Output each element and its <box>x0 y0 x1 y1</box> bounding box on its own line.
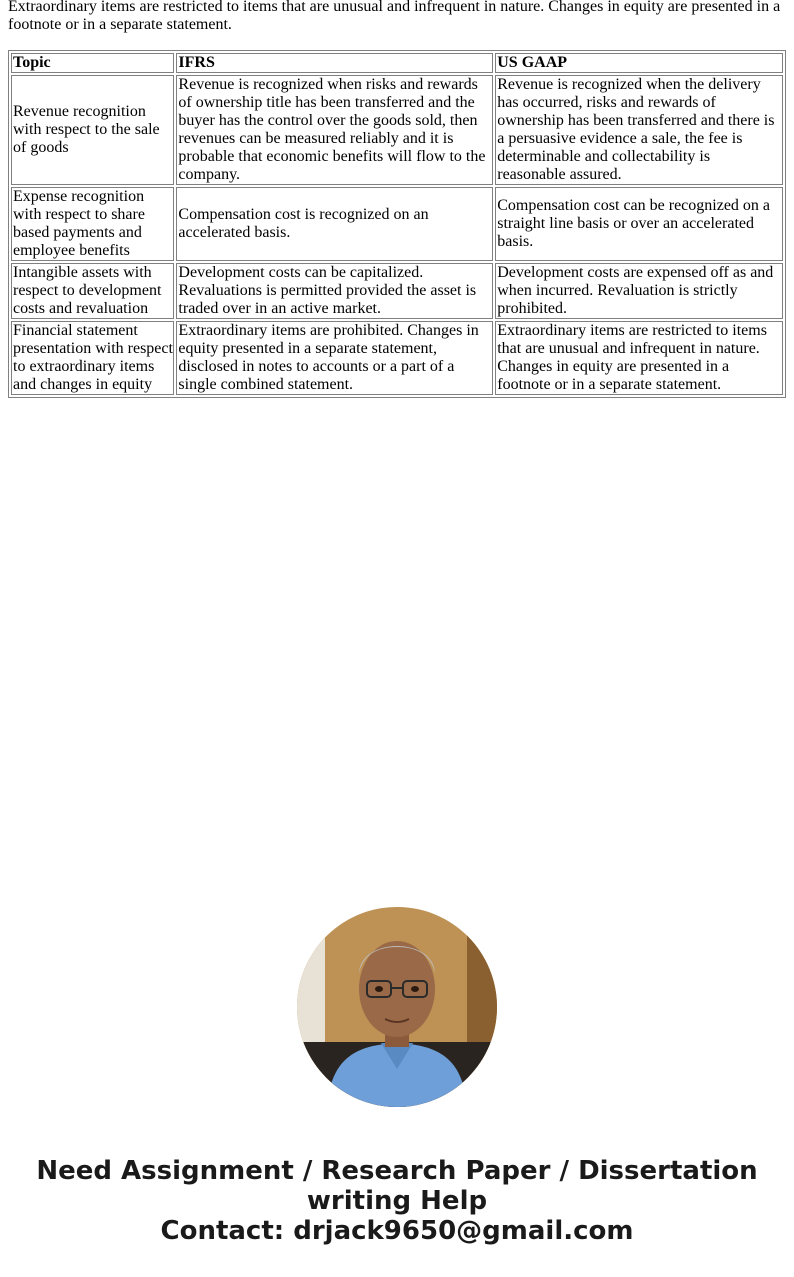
ifrs-cell: Revenue is recognized when risks and rewards of ownership title has been transferred and the buyer has the control over the goods sold, then revenues can be measured reliably and it is probable that economic benefits will flow to the company. <box>176 75 493 185</box>
ifrs-cell: Development costs can be capitalized. Revaluations is permitted provided the asset is traded over in an active market. <box>176 263 493 319</box>
ifrs-cell: Extraordinary items are prohibited. Changes in equity presented in a separate statement, disclosed in notes to accounts or a part of a single combined statement. <box>176 321 493 395</box>
header-us-gaap: US GAAP <box>495 53 783 73</box>
header-ifrs: IFRS <box>176 53 493 73</box>
topic-cell: Expense recognition with respect to share based payments and employee benefits <box>11 187 174 261</box>
comparison-table <box>8 50 786 398</box>
promo-banner <box>0 1156 794 1246</box>
us-gaap-cell: Compensation cost can be recognized on a straight line basis or over an accelerated basis. <box>495 187 783 261</box>
table-header-row <box>11 53 783 73</box>
intro-paragraph: Extraordinary items are restricted to items that are unusual and infrequent in nature. Changes in equity are presented in a footnote or in a separate statement. <box>8 0 781 33</box>
table-row <box>11 75 783 185</box>
topic-cell: Revenue recognition with respect to the sale of goods <box>11 75 174 185</box>
topic-cell: Intangible assets with respect to development costs and revaluation <box>11 263 174 319</box>
table-row <box>11 263 783 319</box>
us-gaap-cell: Extraordinary items are restricted to items that are unusual and infrequent in nature. Changes in equity are presented in a footnote or in a separate statement. <box>495 321 783 395</box>
us-gaap-cell: Revenue is recognized when the delivery has occurred, risks and rewards of ownership has been transferred and there is a persuasive evidence a sale, the fee is determinable and collectability is reasonable assured. <box>495 75 783 185</box>
promo-line-2: writing Help <box>306 1186 488 1216</box>
author-avatar <box>297 907 497 1107</box>
table-row <box>11 187 783 261</box>
header-topic: Topic <box>11 53 174 73</box>
ifrs-cell: Compensation cost is recognized on an accelerated basis. <box>176 187 493 261</box>
topic-cell: Financial statement presentation with respect to extraordinary items and changes in equity <box>13 322 173 393</box>
promo-contact: Contact: drjack9650@gmail.com <box>160 1216 634 1246</box>
promo-line-1: Need Assignment / Research Paper / Dissertation <box>36 1156 758 1186</box>
us-gaap-cell: Development costs are expensed off as and when incurred. Revaluation is strictly prohibited. <box>495 263 783 319</box>
table-row <box>11 321 783 395</box>
